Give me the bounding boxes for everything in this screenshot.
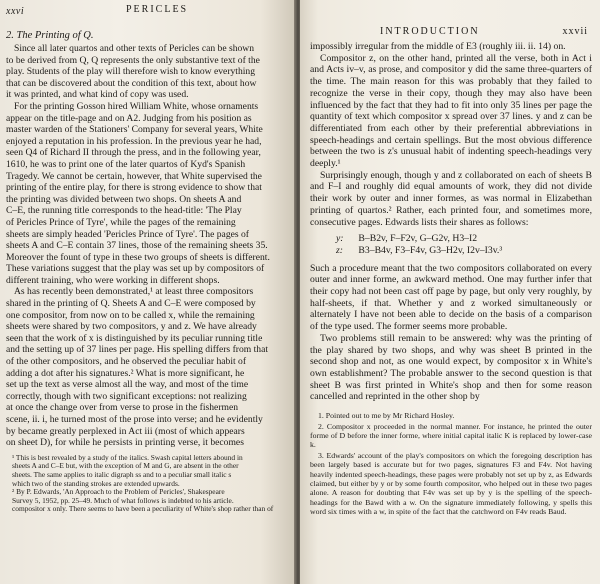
body-line: seen that the work of x is distinguished by its peculiar running title: [6, 332, 263, 344]
body-line: of Pericles Prince of Tyre', while the pages of the remaining: [6, 216, 236, 228]
body-line: Moreover the fount of type in these two groups of sheets is different.: [6, 251, 270, 263]
section-heading: 2. The Printing of Q.: [6, 30, 94, 41]
footnote-line: ² By P. Edwards, 'An Approach to the Problem of Pericles', Shakespeare: [12, 488, 225, 497]
share-pages: B3–B4v, F3–F4v, G3–H2v, I2v–I3v.³: [358, 244, 503, 256]
left-running-head: [6, 4, 288, 20]
paragraph-continuation: impossibly irregular from the middle of E3 (roughly iii. ii. 14) on.: [310, 41, 566, 52]
right-running-head: [310, 26, 592, 40]
share-row-y: [336, 233, 592, 245]
body-line: printing of the entire play, for there is strong evidence to show that: [6, 182, 262, 194]
body-line: the printing was divided between two shops. On sheets A and: [6, 193, 242, 205]
left-page-content: [6, 4, 288, 514]
body-line: scene, ii. i, he turned most of the prose into verse; and he evidently: [6, 414, 263, 425]
body-line: sheets are simply headed 'Pericles Prince of Tyre'. The pages of: [6, 228, 249, 240]
body-line: correctly, though with two significant exceptions: not realizing: [6, 390, 247, 402]
body-line: adding a dot after his signatures.² What is more significant, he: [6, 367, 245, 379]
body-line: on sheet D), for while he persists in printing verse, it becomes: [6, 437, 244, 449]
footnote-3: 3. Edwards' account of the play's compositors on which the foregoing description has been largely based is accurate but for two pages, signatures F3 and F4v. Not having heavily indented speech-headings, these pages were probably not set up by z, as Edwards claimed, but either by y or by some fourth compositor, who helped out in these two pages alone. A reason for doubting that F4v was set up by y is the spelling of the speech-headings for the Bawd with a w. On the signature immediately following, y spells this word six times with a w, in spite of the fact that the catchword on F4v reads Baud.: [310, 450, 592, 517]
body-line: and the setting up of 37 lines per page. His spelling differs from that: [6, 344, 268, 356]
share-label: z:: [336, 244, 343, 256]
right-running-title: INTRODUCTION: [380, 26, 480, 37]
footnote-line: which two of the standing strokes are extended upwards.: [12, 479, 180, 488]
footnote-line: sheets A and C–E but, with the exception of M and G, are absent in the other: [12, 462, 239, 471]
body-line: C–E, the running title corresponds to the head-title: 'The Play: [6, 205, 242, 217]
left-footnotes: [6, 454, 288, 514]
body-line: As has recently been demonstrated,¹ at least three compositors: [14, 286, 254, 298]
body-line: set up the text as verse almost all the way, and most of the time: [6, 379, 249, 391]
body-line: different training, who were working in different shops.: [6, 274, 220, 286]
footnote-1: 1. Pointed out to me by Mr Richard Hosley.: [318, 411, 455, 421]
left-folio: xxvi: [6, 6, 25, 17]
footnote-line: compositor x only. There seems to have been a peculiarity of White's shop rather than of: [12, 505, 274, 514]
paragraph-compositor-z: Compositor z, on the other hand, printed all the verse, both in Act i and Acts iv–v, as prose, and compositor y did the same three-quarters of the time. The main reason for this was probably that they failed to recognize the verse in their copy, though they may also have been influenced by the fact that they had to fit into only 35 lines per page the quantity of text which compositor x spread over 37 lines. y and z can be differentiated from each other by their preferential abbreviations in speech-headings and certain spellings. But the most obvious difference between the two is z's unusual habit of indenting speech-headings very deeply.¹: [310, 52, 592, 170]
body-line: of the other compositors, and he observed the peculiar habit of: [6, 356, 247, 368]
body-line: Since all later quartos and other texts of Pericles can be shown: [14, 43, 255, 54]
left-body-text: [6, 43, 288, 449]
body-line: enjoyed a reputation in his profession. In the previous year he had,: [6, 135, 262, 147]
paragraph-procedure: Such a procedure meant that the two compositors collaborated on every outer and inner forme, an awkward method. One may further infer that their copy had not been cast off page by page, but only very roughly, by half-sheets, if that. Whether y and z worked simultaneously or alternately I have not been able to decide on the basis of a comparison of the type used. The former seems more probable.: [310, 262, 592, 333]
body-line: sheets were shared by two compositors, y and z. We have already: [6, 321, 257, 333]
share-label: y:: [336, 233, 344, 245]
paragraph-collaboration: Surprisingly enough, though y and z collaborated on each of sheets B and F–I and roughly did equal amounts of work, they did not divide their work by outer and inner formes, as was normal in Elizabethan printing of quartos.² Rather, each printed four, and sometimes more, consecutive pages. Edwards lists their shares as follows:: [310, 169, 592, 228]
right-footnotes: [310, 411, 592, 516]
body-line: at once the change over from verse to prose in the fishermen: [6, 402, 239, 414]
footnote-2: 2. Compositor x proceeded in the normal manner. For instance, he printed the outer forme of D before the inner forme, where initial capital italic K is replaced by lower-case k.: [310, 421, 592, 450]
body-line: it was printed, and what kind of copy was used.: [6, 89, 189, 101]
share-row-z: [336, 245, 592, 257]
body-line: by became greatly perplexed in Act iii (most of which appears: [6, 425, 245, 437]
paragraph-two-problems: Two problems still remain to be answered: why was the printing of the play shared by two shops, and why was sheet B printed in the second shop and not, as one would expect, by compositor x in White's own establishment? The probable answer to the second question is that sheet B was first printed in White's shop and then for some reason cancelled and reprinted in the other shop by: [310, 332, 592, 403]
body-line: sheets A and C–E contain 37 lines, those of the remaining sheets 35.: [6, 240, 268, 252]
footnote-line: sheets. The same applies to italic digraph ss and to a peculiar small italic s: [12, 470, 232, 479]
body-line: to be derived from Q, Q represents the only substantive text of the: [6, 54, 260, 66]
body-line: For the printing Gosson hired William White, whose ornaments: [14, 100, 259, 112]
body-line: appear on the title-page and on A2. Judging from his position as: [6, 112, 252, 124]
right-folio: xxvii: [562, 26, 588, 37]
footnote-line: ¹ This is best revealed by a study of the italics. Swash capital letters abound in: [12, 453, 243, 462]
share-pages: B–B2v, F–F2v, G–G2v, H3–I2: [358, 233, 478, 245]
body-line: play. Students of the play will therefore wish to know everything: [6, 66, 256, 78]
body-line: 1610, he was to print one of the later quartos of Kyd's Spanish: [6, 158, 246, 170]
body-line: that can be discovered about the condition of this text, about how: [6, 77, 257, 89]
right-page-content: [310, 41, 592, 518]
body-line: Tragedy. We cannot be certain, however, that White supervised the: [6, 170, 262, 182]
body-line: These variations suggest that the play was set up by compositors of: [6, 263, 265, 275]
left-page: [0, 0, 296, 584]
compositor-shares: [336, 233, 592, 256]
body-line: one compositor, from now on to be called x, while the remaining: [6, 309, 255, 321]
body-line: shared in the printing of Q. Sheets A and C–E were composed by: [6, 298, 256, 310]
footnote-line: Survey 5, 1952, pp. 25–49. Much of what follows is indebted to his article.: [12, 496, 234, 505]
body-line: master warden of the Stationers' Company for several years, White: [6, 124, 263, 136]
left-running-title: PERICLES: [126, 4, 189, 15]
body-line: seen Q4 of Richard II through the press, and in the following year,: [6, 147, 261, 159]
